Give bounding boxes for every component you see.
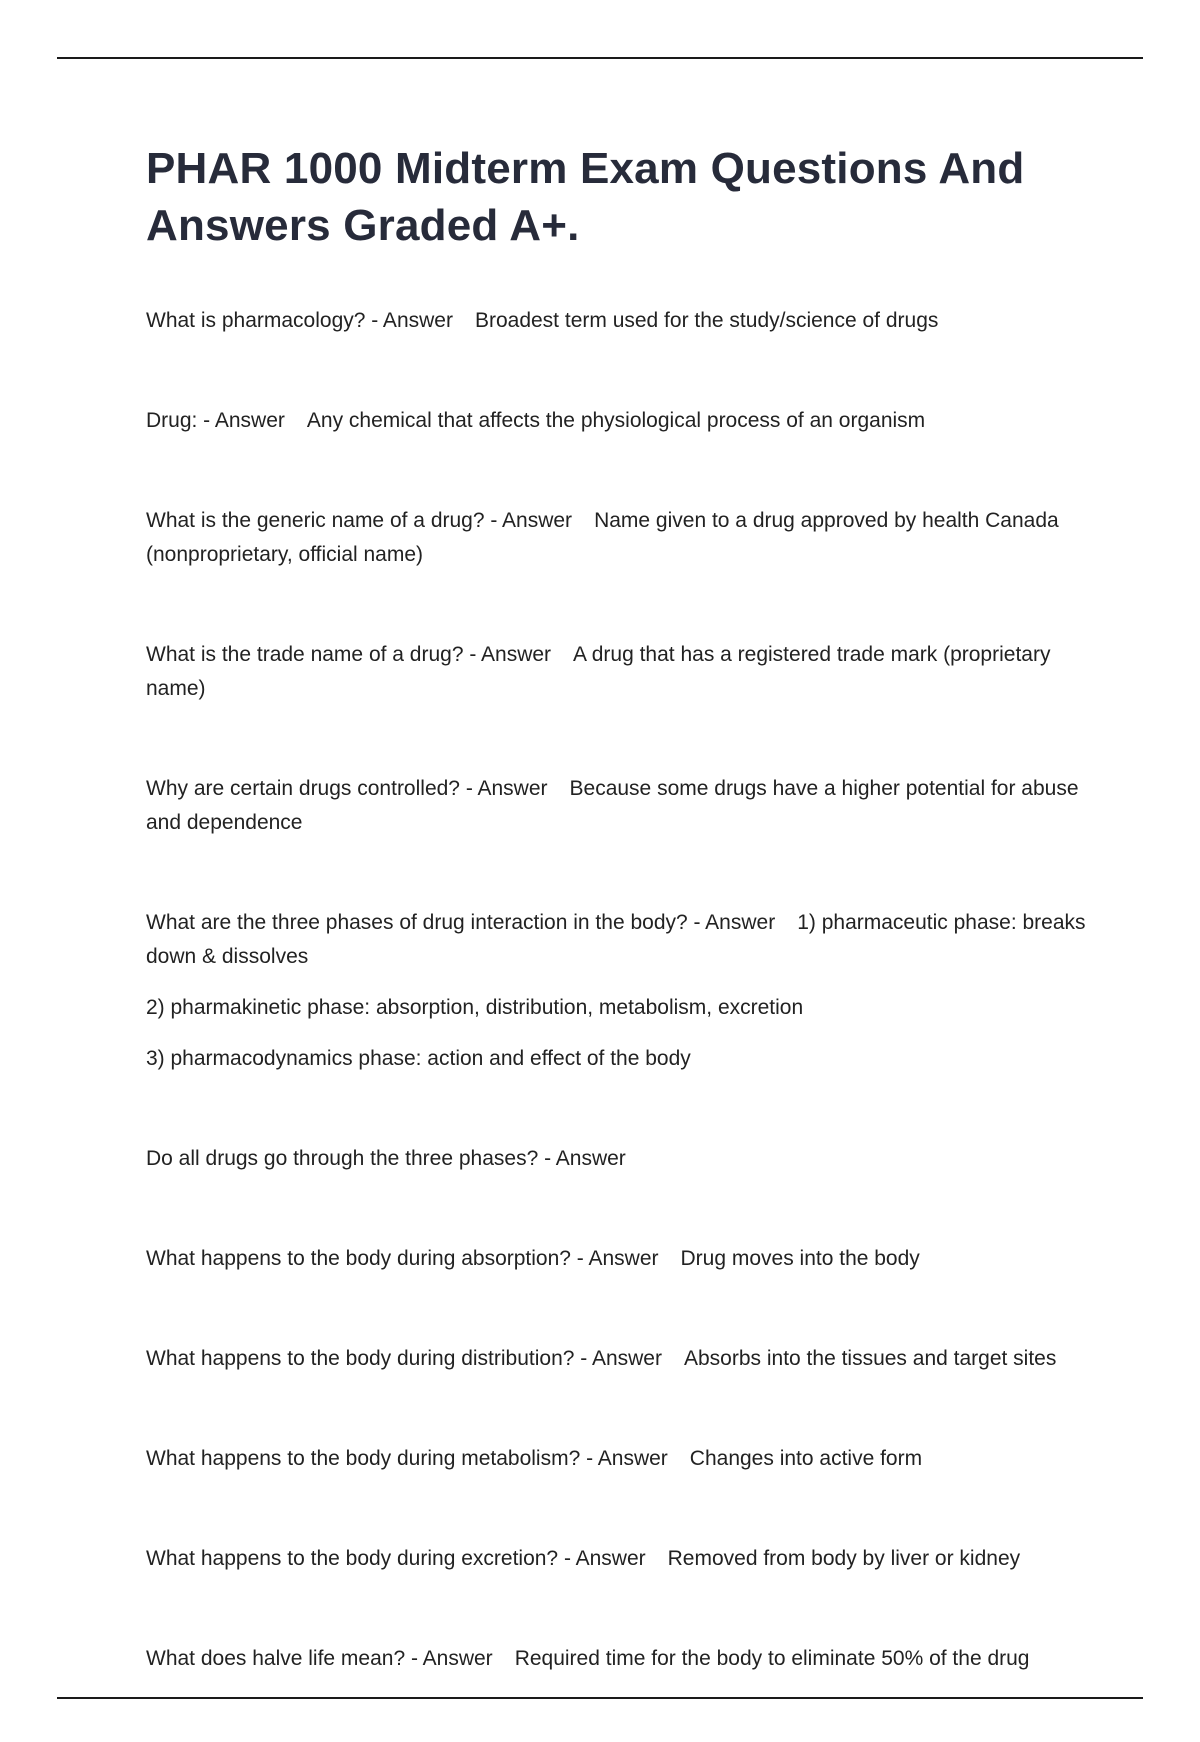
qa-item [146, 1642, 1086, 1676]
question-text: What is the generic name of a drug? - Answer [146, 509, 573, 532]
answer-text: A drug that has a registered trade mark (proprietary name) [146, 643, 1051, 700]
answer-text: Because some drugs have a higher potential for abuse and dependence [146, 777, 1079, 834]
top-divider [57, 57, 1143, 59]
qa-item [146, 304, 1086, 338]
qa-item [146, 1542, 1086, 1576]
answer-text: Name given to a drug approved by health Canada (nonproprietary, official name) [146, 509, 1059, 566]
answer-text: Required time for the body to eliminate 50% of the drug [514, 1647, 1030, 1670]
question-text: What does halve life mean? - Answer [146, 1647, 493, 1670]
bottom-divider [57, 1697, 1143, 1699]
answer-text: Any chemical that affects the physiological process of an organism [306, 409, 926, 432]
qa-item [146, 504, 1086, 572]
answer-continuation: 2) pharmakinetic phase: absorption, distribution, metabolism, excretion [146, 996, 804, 1019]
question-text: What happens to the body during absorption? - Answer [146, 1247, 659, 1270]
question-text: What happens to the body during excretion? - Answer [146, 1547, 646, 1570]
question-text: Why are certain drugs controlled? - Answer [146, 777, 548, 800]
qa-item [146, 906, 1086, 1076]
qa-item [146, 772, 1086, 840]
answer-text: Absorbs into the tissues and target sites [683, 1347, 1057, 1370]
qa-item [146, 1142, 1086, 1176]
qa-list [146, 304, 1086, 1676]
answer-text: Changes into active form [689, 1447, 923, 1470]
question-text: Drug: - Answer [146, 409, 285, 432]
answer-text: 1) pharmaceutic phase: breaks down & dissolves [146, 911, 1086, 968]
question-text: What is the trade name of a drug? - Answer [146, 643, 552, 666]
document-title: PHAR 1000 Midterm Exam Questions And Answers Graded A+. [146, 144, 1025, 250]
question-text: What happens to the body during metabolism? - Answer [146, 1447, 668, 1470]
question-text: What are the three phases of drug interaction in the body? - Answer [146, 911, 776, 934]
answer-text: Drug moves into the body [680, 1247, 920, 1270]
qa-item [146, 1242, 1086, 1276]
qa-item [146, 638, 1086, 706]
answer-continuation: 3) pharmacodynamics phase: action and effect of the body [146, 1047, 691, 1070]
qa-item [146, 404, 1086, 438]
qa-item [146, 1442, 1086, 1476]
question-text: What happens to the body during distribution? - Answer [146, 1347, 662, 1370]
answer-text: Removed from body by liver or kidney [667, 1547, 1021, 1570]
question-text: What is pharmacology? - Answer [146, 309, 453, 332]
qa-item [146, 1342, 1086, 1376]
answer-text: Broadest term used for the study/science of drugs [474, 309, 939, 332]
question-text: Do all drugs go through the three phases? - Answer [146, 1147, 626, 1170]
document-body [146, 140, 1086, 1742]
